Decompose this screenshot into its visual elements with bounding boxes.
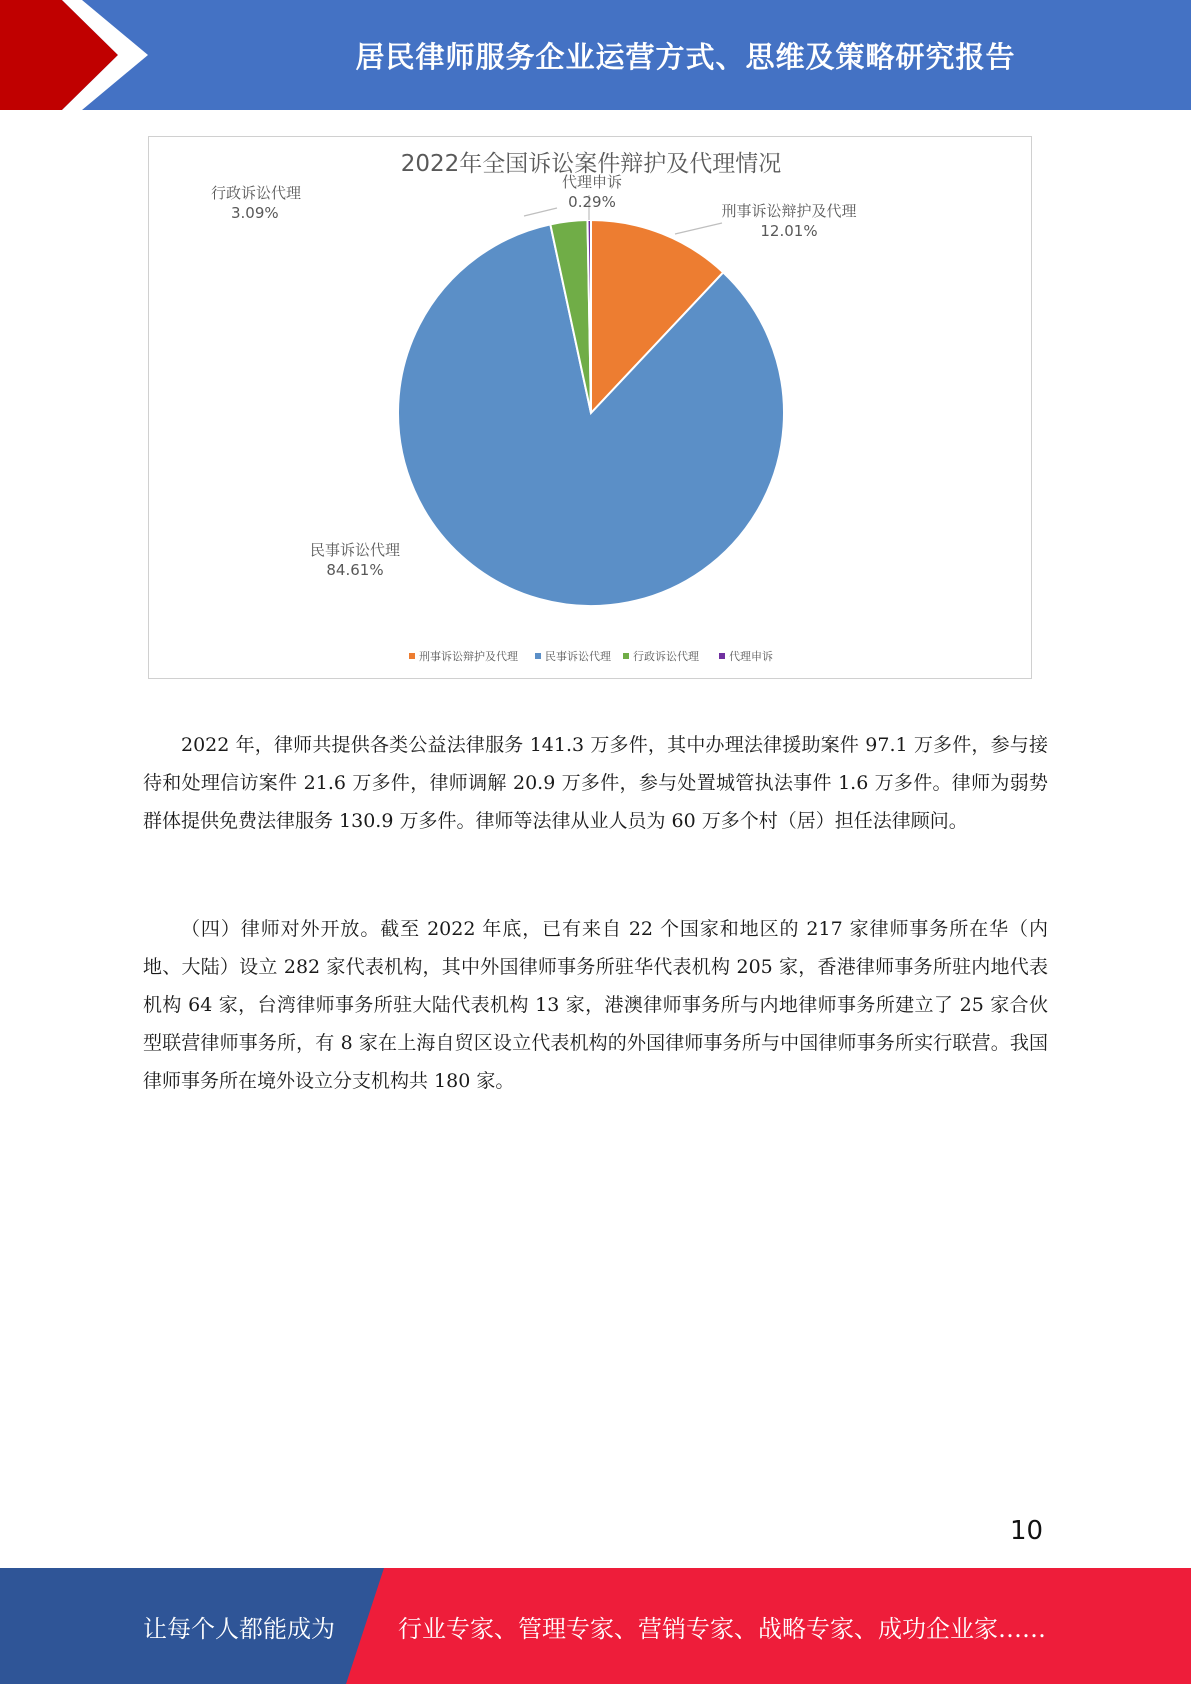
legend-swatch-2 <box>623 653 629 659</box>
paragraph-opening-up: （四）律师对外开放。截至 2022 年底，已有来自 22 个国家和地区的 217 家律师事务所在华（内地、大陆）设立 282 家代表机构，其中外国律师事务所驻华代表机构 205 家，香港律师事务所驻内地代表机构 64 家，台湾律师事务所驻大陆代表机构 13 家，港澳律师事务所与内地律师事务所建立了 25 家合伙型联营律师事务所，有 8 家在上海自贸区设立代表机构的外国律师事务所与中国律师事务所实行联营。我国律师事务所在境外设立分支机构共 180 家。 <box>143 918 1048 1092</box>
legend-label-0: 刑事诉讼辩护及代理 <box>419 650 518 663</box>
legend-swatch-0 <box>409 653 415 659</box>
slice-value-label-3: 0.29% <box>568 193 616 211</box>
slice-value-label-0: 12.01% <box>760 222 818 240</box>
pie-chart <box>149 137 1033 680</box>
page-title: 居民律师服务企业运营方式、思维及策略研究报告 <box>355 39 1016 74</box>
header-band <box>0 0 1191 110</box>
header-arrow-decoration <box>0 0 160 110</box>
leader-line-2 <box>524 208 557 216</box>
footer-band <box>0 1568 1191 1684</box>
legend-swatch-1 <box>535 653 541 659</box>
footer-slogan-right: 行业专家、管理专家、营销专家、战略专家、成功企业家…… <box>398 1614 1046 1643</box>
legend-label-2: 行政诉讼代理 <box>633 650 699 663</box>
slice-category-label-2: 行政诉讼代理 <box>211 184 302 202</box>
legend-label-1: 民事诉讼代理 <box>545 650 611 663</box>
legend-label-3: 代理申诉 <box>729 650 773 663</box>
pie-chart-frame <box>148 136 1032 679</box>
page-number: 10 <box>1010 1516 1044 1546</box>
slice-value-label-1: 84.61% <box>326 561 384 579</box>
slice-value-label-2: 3.09% <box>231 204 279 222</box>
slice-category-label-1: 民事诉讼代理 <box>309 541 401 559</box>
footer-slogan-left: 让每个人都能成为 <box>143 1614 335 1643</box>
slice-category-label-0: 刑事诉讼辩护及代理 <box>721 202 857 220</box>
slice-category-label-3: 代理申诉 <box>561 173 623 191</box>
legend-swatch-3 <box>719 653 725 659</box>
paragraph-public-legal-services: 2022 年，律师共提供各类公益法律服务 141.3 万多件，其中办理法律援助案件 97.1 万多件，参与接待和处理信访案件 21.6 万多件，律师调解 20.9 万多件，参与处置城管执法事件 1.6 万多件。律师为弱势群体提供免费法律服务 130.9 万多件。律师等法律从业人员为 60 万多个村（居）担任法律顾问。 <box>143 734 1048 832</box>
leader-line-0 <box>675 223 722 234</box>
chart-title: 2022年全国诉讼案件辩护及代理情况 <box>400 151 782 177</box>
